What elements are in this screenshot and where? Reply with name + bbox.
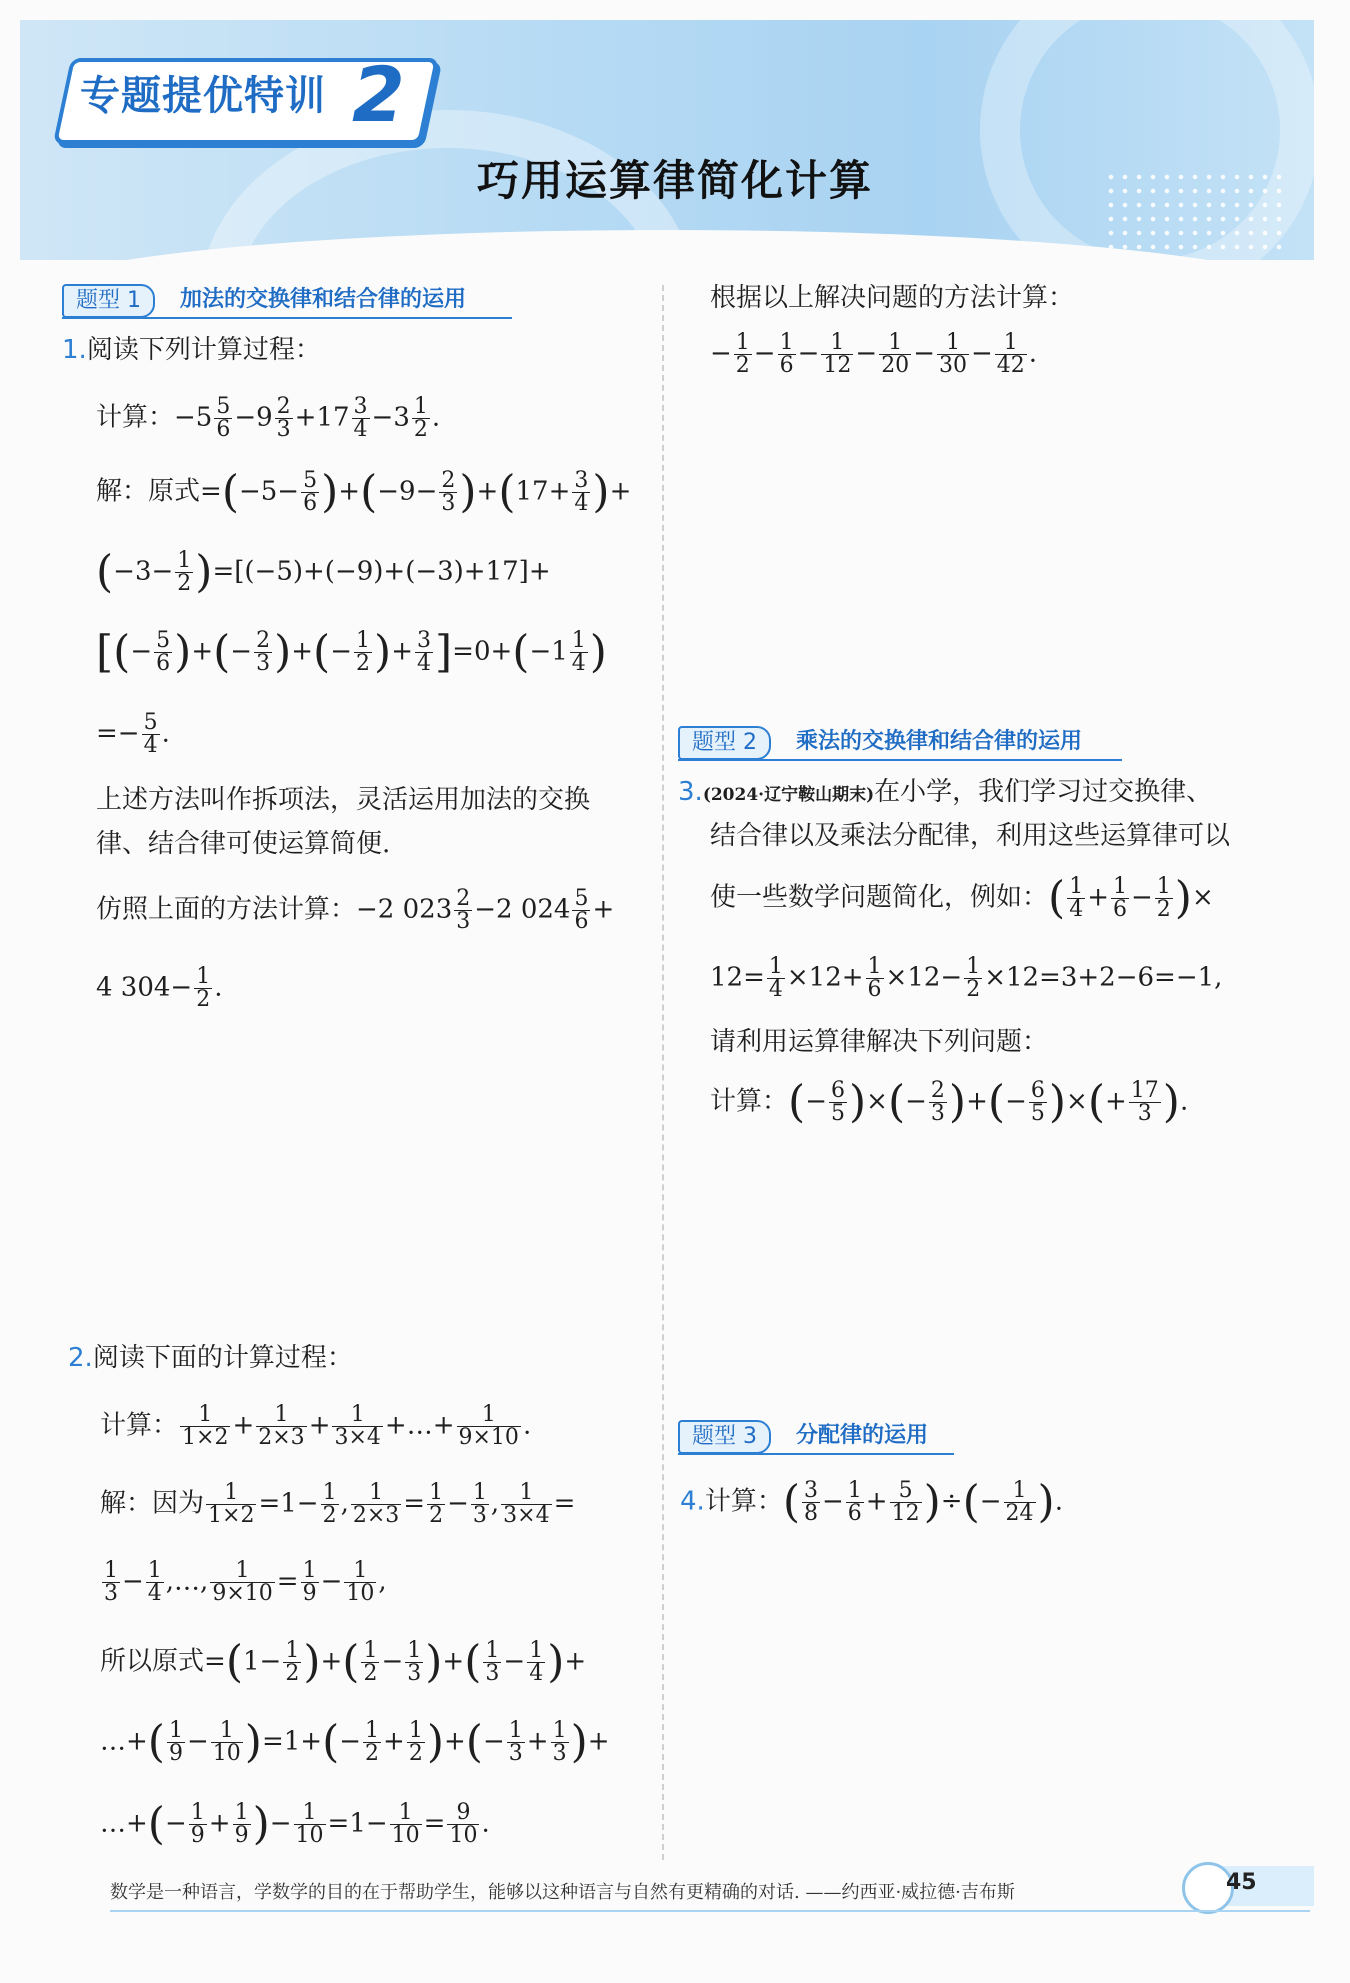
question-1-calc: 计算：−5 $\frac{5}{6}$ −9 $\frac{2}{3}$ +17 $\frac{3}{4}$ −3 $\frac{1}{2}$ .: [96, 394, 441, 442]
question-2-solution-line-5: …+(− $\frac{1}{9}$ + $\frac{1}{9}$ )− $\frac{1}{10}$ =1− $\frac{1}{10}$ = $\frac{9}{10}$ .: [100, 1798, 490, 1850]
question-3-line-1: 3.(2024·辽宁鞍山期末)在小学，我们学习过交换律、: [678, 777, 1213, 807]
question-1-solution-line-4: =− $\frac{5}{4}$ .: [96, 710, 170, 758]
question-3-line-5: 请利用运算律解决下列问题：: [710, 1027, 1049, 1057]
section-header-2: [678, 726, 1122, 760]
question-1-intro: 1.阅读下列计算过程：: [62, 335, 321, 365]
question-4-calc: 4.计算：( $\frac{3}{8}$ − $\frac{1}{6}$ + $\frac{5}{12}$ )÷(− $\frac{1}{24}$ ).: [680, 1476, 1063, 1528]
question-2-solution-line-1: 解：因为 $\frac{1}{1\times 2}$ =1− $\frac{1}{2}$ , $\frac{1}{2\times 3}$ = $\frac{1}{2}$ − $\frac{1}{3}$ , $\frac{1}{3\times 4}$ =: [100, 1480, 576, 1528]
section-underline: [62, 317, 512, 319]
page-title: 巧用运算律简化计算: [476, 156, 873, 205]
footer-rule: [110, 1910, 1310, 1912]
question-2-followup-label: 根据以上解决问题的方法计算：: [710, 283, 1075, 313]
section-header-3: [678, 1420, 954, 1454]
topic-badge-label: 专题提优特训: [80, 73, 326, 119]
question-1-solution-line-1: 解：原式=(−5− $\frac{5}{6}$ )+(−9− $\frac{2}{3}$ )+(17+ $\frac{3}{4}$ )+: [96, 466, 632, 518]
question-1-task: 仿照上面的方法计算：−2 023 $\frac{2}{3}$ −2 024 $\frac{5}{6}$ +: [96, 886, 615, 934]
question-1-explain-2: 律、结合律可使运算简便.: [96, 829, 391, 859]
question-2-solution-line-2: $\frac{1}{3}$ − $\frac{1}{4}$ ,…, $\frac{1}{9\times 10}$ = $\frac{1}{9}$ − $\frac{1}{10}$ ,: [104, 1558, 387, 1606]
question-3-line-3: 使一些数学问题简化，例如：( $\frac{1}{4}$ + $\frac{1}{6}$ − $\frac{1}{2}$ )×: [710, 872, 1214, 924]
section-header-1: [62, 284, 512, 318]
section-name: 分配律的运用: [796, 1423, 929, 1448]
section-name: 加法的交换律和结合律的运用: [180, 287, 467, 312]
section-name: 乘法的交换律和结合律的运用: [796, 729, 1083, 754]
page-number: 45: [1226, 1870, 1257, 1895]
topic-badge-number: 2: [352, 50, 405, 139]
section-tag: 题型 1: [62, 284, 155, 318]
question-2-followup-expression: − $\frac{1}{2}$ − $\frac{1}{6}$ − $\frac{1}{12}$ − $\frac{1}{20}$ − $\frac{1}{30}$ − $\frac{1}{42}$ .: [710, 330, 1038, 378]
question-1-explain-1: 上述方法叫作拆项法，灵活运用加法的交换: [96, 785, 591, 815]
question-1-solution-line-3: [(− $\frac{5}{6}$ )+(− $\frac{2}{3}$ )+(− $\frac{1}{2}$ )+ $\frac{3}{4}$ ]=0+(−1 $\frac{1}{4}$ ): [96, 626, 607, 678]
column-divider: [662, 285, 664, 1860]
question-1-solution-line-2: (−3− $\frac{1}{2}$ )=[(−5)+(−9)+(−3)+17]+: [96, 546, 551, 598]
section-tag: 题型 3: [678, 1420, 771, 1454]
section-tag: 题型 2: [678, 726, 771, 760]
question-2-solution-line-3: 所以原式=(1− $\frac{1}{2}$ )+( $\frac{1}{2}$ − $\frac{1}{3}$ )+( $\frac{1}{3}$ − $\frac{1}{4}$ )+: [100, 1636, 587, 1688]
section-underline: [678, 1453, 954, 1455]
question-3-line-4: 12= $\frac{1}{4}$ ×12+ $\frac{1}{6}$ ×12− $\frac{1}{2}$ ×12=3+2−6=−1,: [710, 954, 1223, 1002]
section-underline: [678, 759, 1122, 761]
question-3-line-2: 结合律以及乘法分配律，利用这些运算律可以: [710, 821, 1231, 851]
question-2-calc: 计算： $\frac{1}{1\times 2}$ + $\frac{1}{2\times 3}$ + $\frac{1}{3\times 4}$ +…+ $\frac{1}{9\times 10}$ .: [100, 1402, 532, 1450]
question-2-intro: 2.阅读下面的计算过程：: [68, 1343, 353, 1373]
question-1-task-line-2: 4 304− $\frac{1}{2}$ .: [96, 964, 223, 1012]
question-3-calc: 计算：(− $\frac{6}{5}$ )×(− $\frac{2}{3}$ )+(− $\frac{6}{5}$ )×(+ $\frac{17}{3}$ ).: [710, 1076, 1189, 1128]
question-2-solution-line-4: …+( $\frac{1}{9}$ − $\frac{1}{10}$ )=1+(− $\frac{1}{2}$ + $\frac{1}{2}$ )+(− $\frac{1}{3}$ + $\frac{1}{3}$ )+: [100, 1716, 610, 1768]
footer-quote: 数学是一种语言，学数学的目的在于帮助学生，能够以这种语言与自然有更精确的对话. ——约西亚·威拉德·吉布斯: [110, 1882, 1015, 1903]
